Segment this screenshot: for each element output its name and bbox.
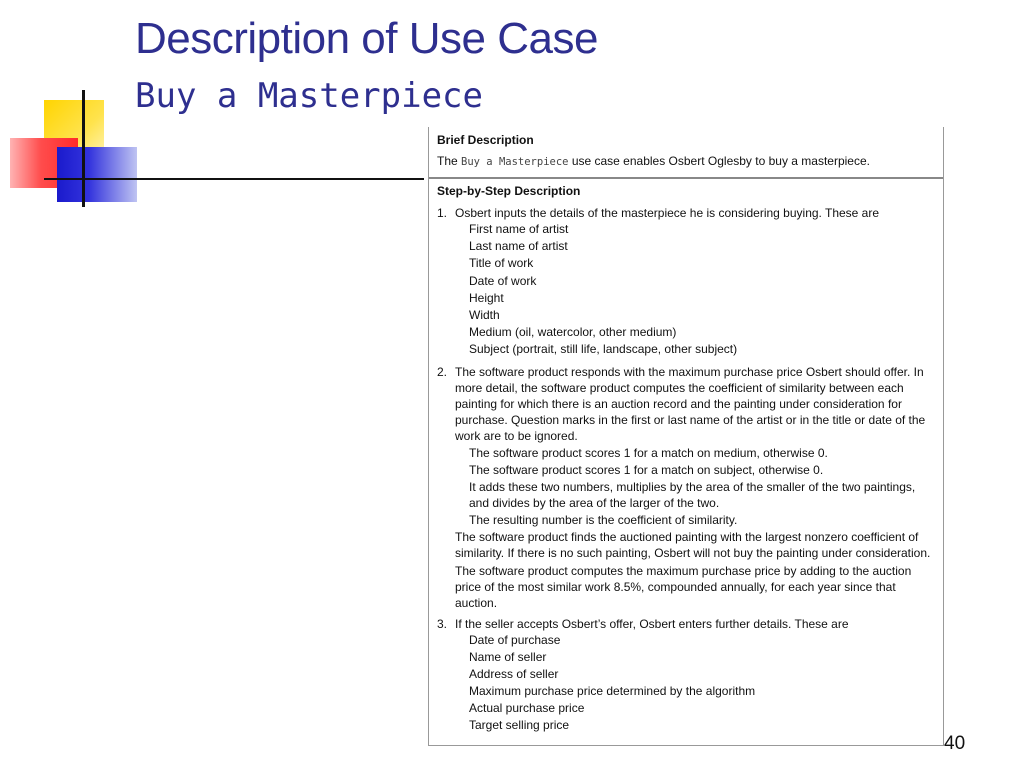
step-2: [437, 364, 937, 611]
use-case-document: [428, 127, 944, 746]
sub-item: The software product scores 1 for a match on subject, otherwise 0.: [469, 462, 824, 477]
step-text: Osbert inputs the details of the masterpiece he is considering buying. These are: [455, 206, 880, 220]
steps-list: [437, 205, 937, 740]
step-text: The software product responds with the maximum purchase price Osbert should offer. In more detail, the software product computes the coefficient of similarity between each painting for which there is an auction record and the painting under consideration for purchase. Question marks in the first or last name of the artist or in the title or date of the work are to be ignored.: [455, 364, 926, 443]
sub-item: The resulting number is the coefficient of similarity.: [469, 512, 738, 527]
list-item: Medium (oil, watercolor, other medium): [469, 325, 677, 340]
list-item: Address of seller: [469, 666, 559, 681]
step-number: 3.: [437, 616, 448, 631]
section-divider: [429, 177, 943, 179]
list-item: Subject (portrait, still life, landscape, other subject): [469, 342, 738, 357]
decorative-logo: [0, 85, 150, 210]
brief-text-post: use case enables Osbert Oglesby to buy a masterpiece.: [568, 154, 870, 168]
sub-item: The software product scores 1 for a match on medium, otherwise 0.: [469, 445, 828, 460]
list-item: Name of seller: [469, 649, 547, 664]
list-item: Last name of artist: [469, 239, 568, 254]
use-case-name-code: Buy a Masterpiece: [461, 156, 569, 168]
step-text: If the seller accepts Osbert’s offer, Osbert enters further details. These are: [455, 616, 849, 631]
page-number: 40: [944, 733, 966, 754]
list-item: Width: [469, 307, 500, 322]
list-item: Actual purchase price: [469, 701, 585, 716]
list-item: Target selling price: [469, 718, 570, 733]
sub-item: It adds these two numbers, multiplies by the area of the smaller of the two paintings, and divides by the area of the larger of the two.: [469, 479, 916, 510]
list-item: Height: [469, 290, 504, 305]
slide-title: Description of Use Case: [135, 14, 598, 63]
step-1: [437, 205, 937, 359]
list-item: Maximum purchase price determined by the algorithm: [469, 684, 756, 699]
list-item: First name of artist: [469, 222, 569, 236]
step-number: 1.: [437, 206, 448, 220]
slide-subtitle: Buy a Masterpiece: [135, 76, 483, 116]
step-3: [437, 616, 937, 735]
logo-blue-square: [57, 147, 137, 202]
list-item: Date of purchase: [469, 632, 561, 647]
step-paragraph: The software product finds the auctioned painting with the largest nonzero coefficient of similarity. If there is no such painting, Osbert will not buy the painting under consideration.: [455, 529, 931, 560]
brief-text-pre: The: [437, 154, 462, 168]
brief-description-heading: Brief Description: [437, 133, 534, 147]
step-by-step-heading: Step-by-Step Description: [437, 184, 581, 198]
logo-vertical-line: [82, 90, 85, 207]
step-number: 2.: [437, 364, 448, 379]
logo-horizontal-line: [44, 178, 424, 180]
list-item: Date of work: [469, 273, 537, 288]
list-item: Title of work: [469, 256, 534, 271]
step-paragraph: The software product computes the maximum purchase price by adding to the auction price of the most similar work 8.5%, compounded annually, for each year since that auction.: [455, 563, 912, 610]
brief-description-text: [437, 153, 870, 170]
